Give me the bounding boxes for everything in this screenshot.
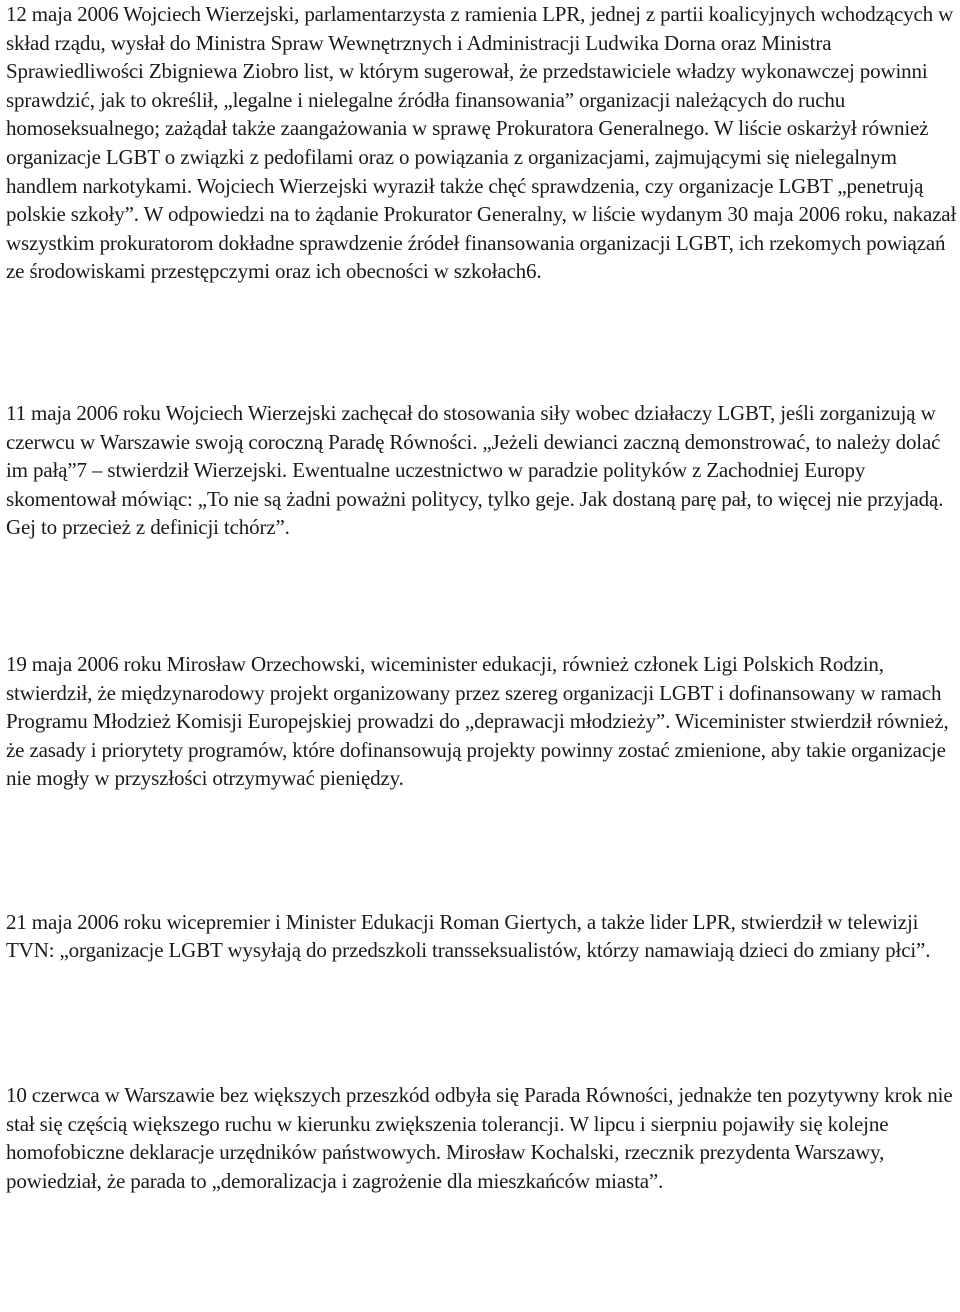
paragraph-equality-parade: 10 czerwca w Warszawie bez większych przeszkód odbyła się Parada Równości, jednakże ten pozytywny krok nie stał się częścią większego ruchu w kierunku zwiększenia tolerancji. W lipcu i sierpniu pojawiły się kolejne homofobiczne deklaracje urzędników państwowych. Mirosław Kochalski, rzecznik prezydenta Warszawy, powiedział, że parada to „demoralizacja i zagrożenie dla mieszkańców miasta”. [6,1083,953,1193]
document-page [6,0,958,1195]
paragraph-wierzejski-letter: 12 maja 2006 Wojciech Wierzejski, parlamentarzysta z ramienia LPR, jednej z partii koalicyjnych wchodzących w skład rządu, wysłał do Ministra Spraw Wewnętrznych i Administracji Ludwika Dorna oraz Ministra Sprawiedliwości Zbigniewa Ziobro list, w którym sugerował, że przedstawiciele władzy wykonawczej powinni sprawdzić, jak to określił, „legalne i nielegalne źródła finansowania” organizacji należących do ruchu homoseksualnego; zażądał także zaangażowania w sprawę Prokuratora Generalnego. W liście oskarżył również organizacje LGBT o związki z pedofilami oraz o powiązania z organizacjami, zajmującymi się nielegalnym handlem narkotykami. Wojciech Wierzejski wyraził także chęć sprawdzenia, czy organizacje LGBT „penetrują polskie szkoły”. W odpowiedzi na to żądanie Prokurator Generalny, w liście wydanym 30 maja 2006 roku, nakazał wszystkim prokuratorom dokładne sprawdzenie źródeł finansowania organizacji LGBT, ich rzekomych powiązań ze środowiskami przestępczymi oraz ich obecności w szkołach6. [6,2,957,284]
paragraph-wierzejski-parade: 11 maja 2006 roku Wojciech Wierzejski zachęcał do stosowania siły wobec działaczy LGBT, jeśli zorganizują w czerwcu w Warszawie swoją coroczną Paradę Równości. „Jeżeli dewianci zaczną demonstrować, to należy dolać im pałą”7 – stwierdził Wierzejski. Ewentualne uczestnictwo w paradzie polityków z Zachodniej Europy skomentował mówiąc: „To nie są żadni poważni politycy, tylko geje. Jak dostaną parę pał, to więcej nie przyjadą. Gej to przecież z definicji tchórz”. [6,400,944,540]
paragraph-giertych: 21 maja 2006 roku wicepremier i Minister Edukacji Roman Giertych, a także lider LPR, stwierdził w telewizji TVN: „organizacje LGBT wysyłają do przedszkoli transseksualistów, którzy namawiają dzieci do zmiany płci”. [6,909,931,963]
paragraph-orzechowski: 19 maja 2006 roku Mirosław Orzechowski, wiceminister edukacji, również członek Ligi Polskich Rodzin, stwierdził, że międzynarodowy projekt organizowany przez szereg organizacji LGBT i dofinansowany w ramach Programu Młodzież Komisji Europejskiej prowadzi do „deprawacji młodzieży”. Wiceminister stwierdził również, że zasady i priorytety programów, które dofinansowują projekty powinny zostać zmienione, aby takie organizacje nie mogły w przyszłości otrzymywać pieniędzy. [6,651,949,791]
